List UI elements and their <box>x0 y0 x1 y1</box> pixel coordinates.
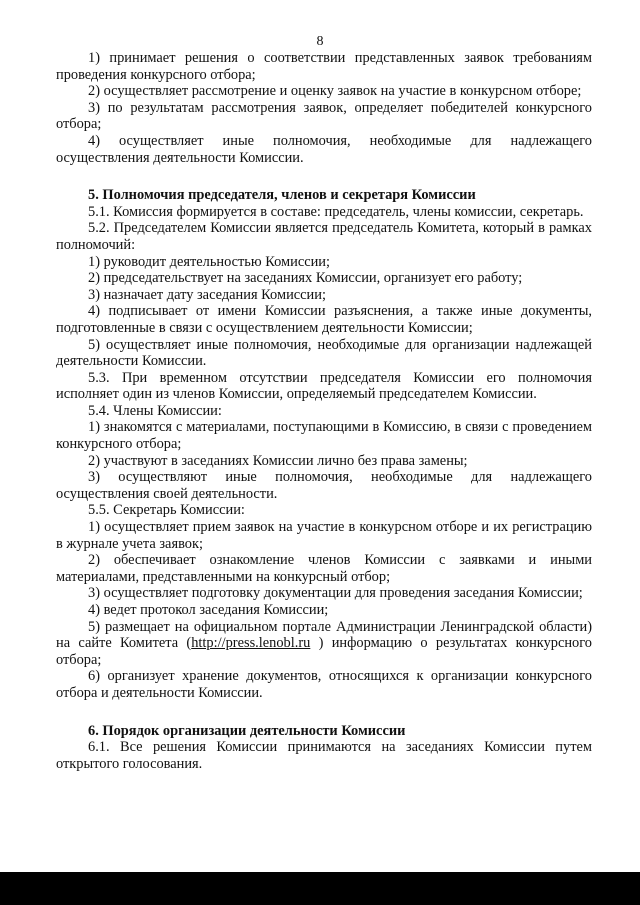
section-5-heading: 5. Полномочия председателя, членов и секретаря Комиссии <box>88 187 476 204</box>
clause-5-5: 5.5. Секретарь Комиссии: <box>88 502 245 519</box>
secretary-item-6: 6) организует хранение документов, относящихся к организации конкурсного отбора и деятельности Комиссии. <box>56 668 592 701</box>
page-number: 8 <box>316 34 324 49</box>
section-spacer <box>56 166 592 187</box>
clause-5-2: 5.2. Председателем Комиссии является председатель Комитета, который в рамках полномочий: <box>56 220 592 253</box>
scan-border-bar <box>0 872 640 905</box>
chair-item-5: 5) осуществляет иные полномочия, необходимые для организации надлежащей деятельности Комиссии. <box>56 336 592 370</box>
document-body <box>56 50 592 772</box>
committee-site-link[interactable]: http://press.lenobl.ru <box>191 635 311 652</box>
section-6-heading: 6. Порядок организации деятельности Комиссии <box>88 722 406 739</box>
secretary-item-4: 4) ведет протокол заседания Комиссии; <box>88 602 329 618</box>
section-spacer <box>56 702 592 723</box>
clause-6-1: 6.1. Все решения Комиссии принимаются на заседаниях Комиссии путем открытого голосования. <box>56 739 592 772</box>
secretary-item-5 <box>56 619 592 669</box>
decision-item-4: 4) осуществляет иные полномочия, необходимые для надлежащего осуществления деятельности Комиссии. <box>56 132 592 166</box>
decision-item-3: 3) по результатам рассмотрения заявок, определяет победителей конкурсного отбора; <box>56 99 592 133</box>
chair-item-2: 2) председательствует на заседаниях Комиссии, организует его работу; <box>88 270 523 287</box>
chair-item-1: 1) руководит деятельностью Комиссии; <box>88 253 331 270</box>
chair-item-3: 3) назначает дату заседания Комиссии; <box>88 286 326 303</box>
clause-5-1: 5.1. Комиссия формируется в составе: председатель, члены комиссии, секретарь. <box>88 203 584 220</box>
secretary-item-5-text-end: ) информацию о результатах конкурсного отбора; <box>56 635 592 668</box>
member-item-1: 1) знакомятся с материалами, поступающими в Комиссию, в связи с проведением конкурсного отбора; <box>56 419 592 453</box>
decision-item-2: 2) осуществляет рассмотрение и оценку заявок на участие в конкурсном отборе; <box>88 83 582 100</box>
clause-5-3: 5.3. При временном отсутствии председателя Комиссии его полномочия исполняет один из членов Комиссии, определяемый председателем Комиссии. <box>56 369 592 403</box>
secretary-item-5-text-start: 5) размещает на официальном портале Администрации Ленинградской области) на сайте Комитета ( <box>56 618 592 652</box>
secretary-item-1: 1) осуществляет прием заявок на участие в конкурсном отборе и их регистрацию в журнале учета заявок; <box>56 519 592 552</box>
member-item-3: 3) осуществляют иные полномочия, необходимые для надлежащего осуществления своей деятельности. <box>56 469 592 502</box>
clause-5-4: 5.4. Члены Комиссии: <box>88 402 222 419</box>
secretary-item-3: 3) осуществляет подготовку документации для проведения заседания Комиссии; <box>88 585 583 602</box>
secretary-item-2: 2) обеспечивает ознакомление членов Комиссии с заявками и иными материалами, представленными на конкурсный отбор; <box>56 552 592 585</box>
member-item-2: 2) участвуют в заседаниях Комиссии лично без права замены; <box>88 452 468 469</box>
chair-item-4: 4) подписывает от имени Комиссии разъяснения, а также иные документы, подготовленные в связи с осуществлением деятельности Комиссии; <box>56 303 592 336</box>
decision-item-1: 1) принимает решения о соответствии представленных заявок требованиям проведения конкурсного отбора; <box>56 50 592 83</box>
